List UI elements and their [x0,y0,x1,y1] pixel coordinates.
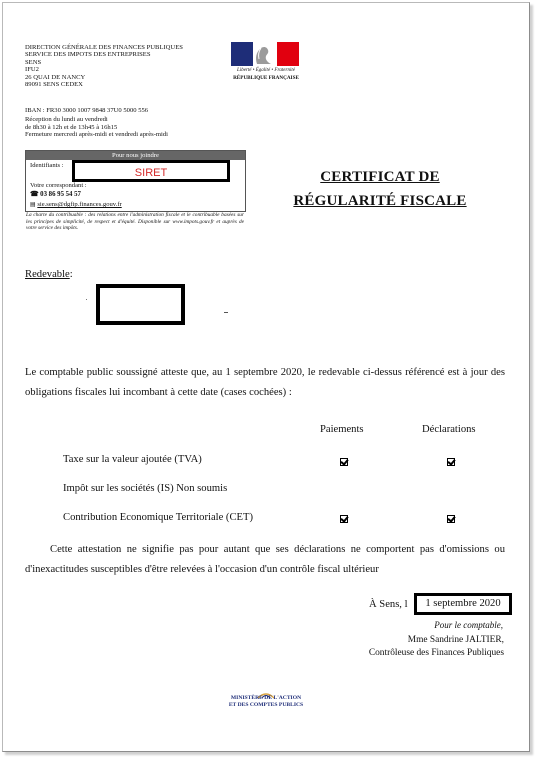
redevable-label: Redevable [25,269,70,280]
marianne-flag-icon [231,42,299,66]
siret-redaction: SIRET [72,160,230,182]
title-line: RÉGULARITÉ FISCALE [293,193,467,209]
signature-pour: Pour le comptable, [434,620,503,630]
redaction-dash [224,312,228,313]
document-title [280,165,480,213]
place-prefix: À Sens, l [369,599,408,610]
iban: IBAN : FR30 3000 1007 9848 37U0 5000 556 [25,107,149,114]
sender-line: DIRECTION GÉNÉRALE DES FINANCES PUBLIQUES [25,44,183,51]
signatory-role: Contrôleuse des Finances Publiques [368,648,504,658]
ministry-line: ET DES COMPTES PUBLICS [228,701,304,708]
intro-paragraph: Le comptable public soussigné atteste que, au 1 septembre 2020, le redevable ci-dessus référencé est à jour des obligations fiscales lui incombant à cette date (cases cochées) : [25,367,505,398]
hours-line: Réception du lundi au vendredi [25,116,108,124]
sender-line: IFU2 [25,66,39,74]
correspondant-label: Votre correspondant : [30,182,87,189]
date-highlight [414,593,512,615]
republic-name: RÉPUBLIQUE FRANÇAISE [233,75,299,81]
sender-address [25,44,215,88]
sender-line: SENS [25,58,42,66]
email-address[interactable]: sie.sens@dgfip.finances.gouv.fr [37,201,122,208]
ministry-name [210,695,322,708]
redaction-dot [86,299,87,300]
redevable-colon: : [69,269,73,280]
republique-logo [231,42,299,66]
signature-date: 1 septembre 2020 [425,598,501,609]
table-row-label: Taxe sur la valeur ajoutée (TVA) [63,454,202,465]
sender-line: 89091 SENS CEDEX [25,81,83,89]
tva-declarations-checkbox [447,458,455,466]
email-icon: ▤ [30,202,36,208]
redevable-label-row [25,268,73,282]
contact-header: Pour nous joindre [26,151,245,160]
cet-declarations-checkbox [447,515,455,523]
republic-motto: Liberté • Égalité • Fraternité [237,68,295,73]
phone-line [30,191,81,199]
title-line: CERTIFICAT DE [320,169,440,185]
disclaimer-paragraph: Cette attestation ne signifie pas pour autant que ses déclarations ne comportent pas d'omissions ou d'inexactitudes susceptibles d'être relevées à l'occasion d'un contrôle fiscal ultérieur [25,544,505,575]
sender-line: 26 QUAI DE NANCY [25,73,86,81]
ministry-emblem-icon [222,686,310,694]
ministry-line: MINISTÈRE DE L'ACTION [230,695,302,701]
hours-line: de 8h30 à 12h et de 13h45 à 16h15 [25,123,118,131]
redevable-name-redaction [96,284,185,325]
table-row-label: Contribution Economique Territoriale (CET) [63,512,253,523]
table-row-label: Impôt sur les sociétés (IS) Non soumis [63,483,228,494]
signatory-name: Mme Sandrine JALTIER, [407,635,504,645]
phone-number: 03 86 95 54 57 [40,191,81,198]
identifiant-label: Identifiants : [30,162,64,169]
closure-line: Fermeture mercredi après-midi et vendredi après-midi [25,131,168,139]
sender-line: SERVICE DES IMPOTS DES ENTREPRISES [25,51,151,59]
tva-payments-checkbox [340,458,348,466]
sender-info [25,107,245,139]
cet-payments-checkbox [340,515,348,523]
payments-header: Paiements [320,424,364,435]
phone-icon: ☎ [30,191,39,198]
email-line [30,201,122,209]
charter-note: La charte du contribuable : des relations entre l'administration fiscale et le contribuable basées sur les principes de simplicité, de respect et d'équité. Disponible sur www.impots.gouv.fr et auprès de votre service des impôts. [26,212,244,231]
declarations-header: Déclarations [422,424,476,435]
